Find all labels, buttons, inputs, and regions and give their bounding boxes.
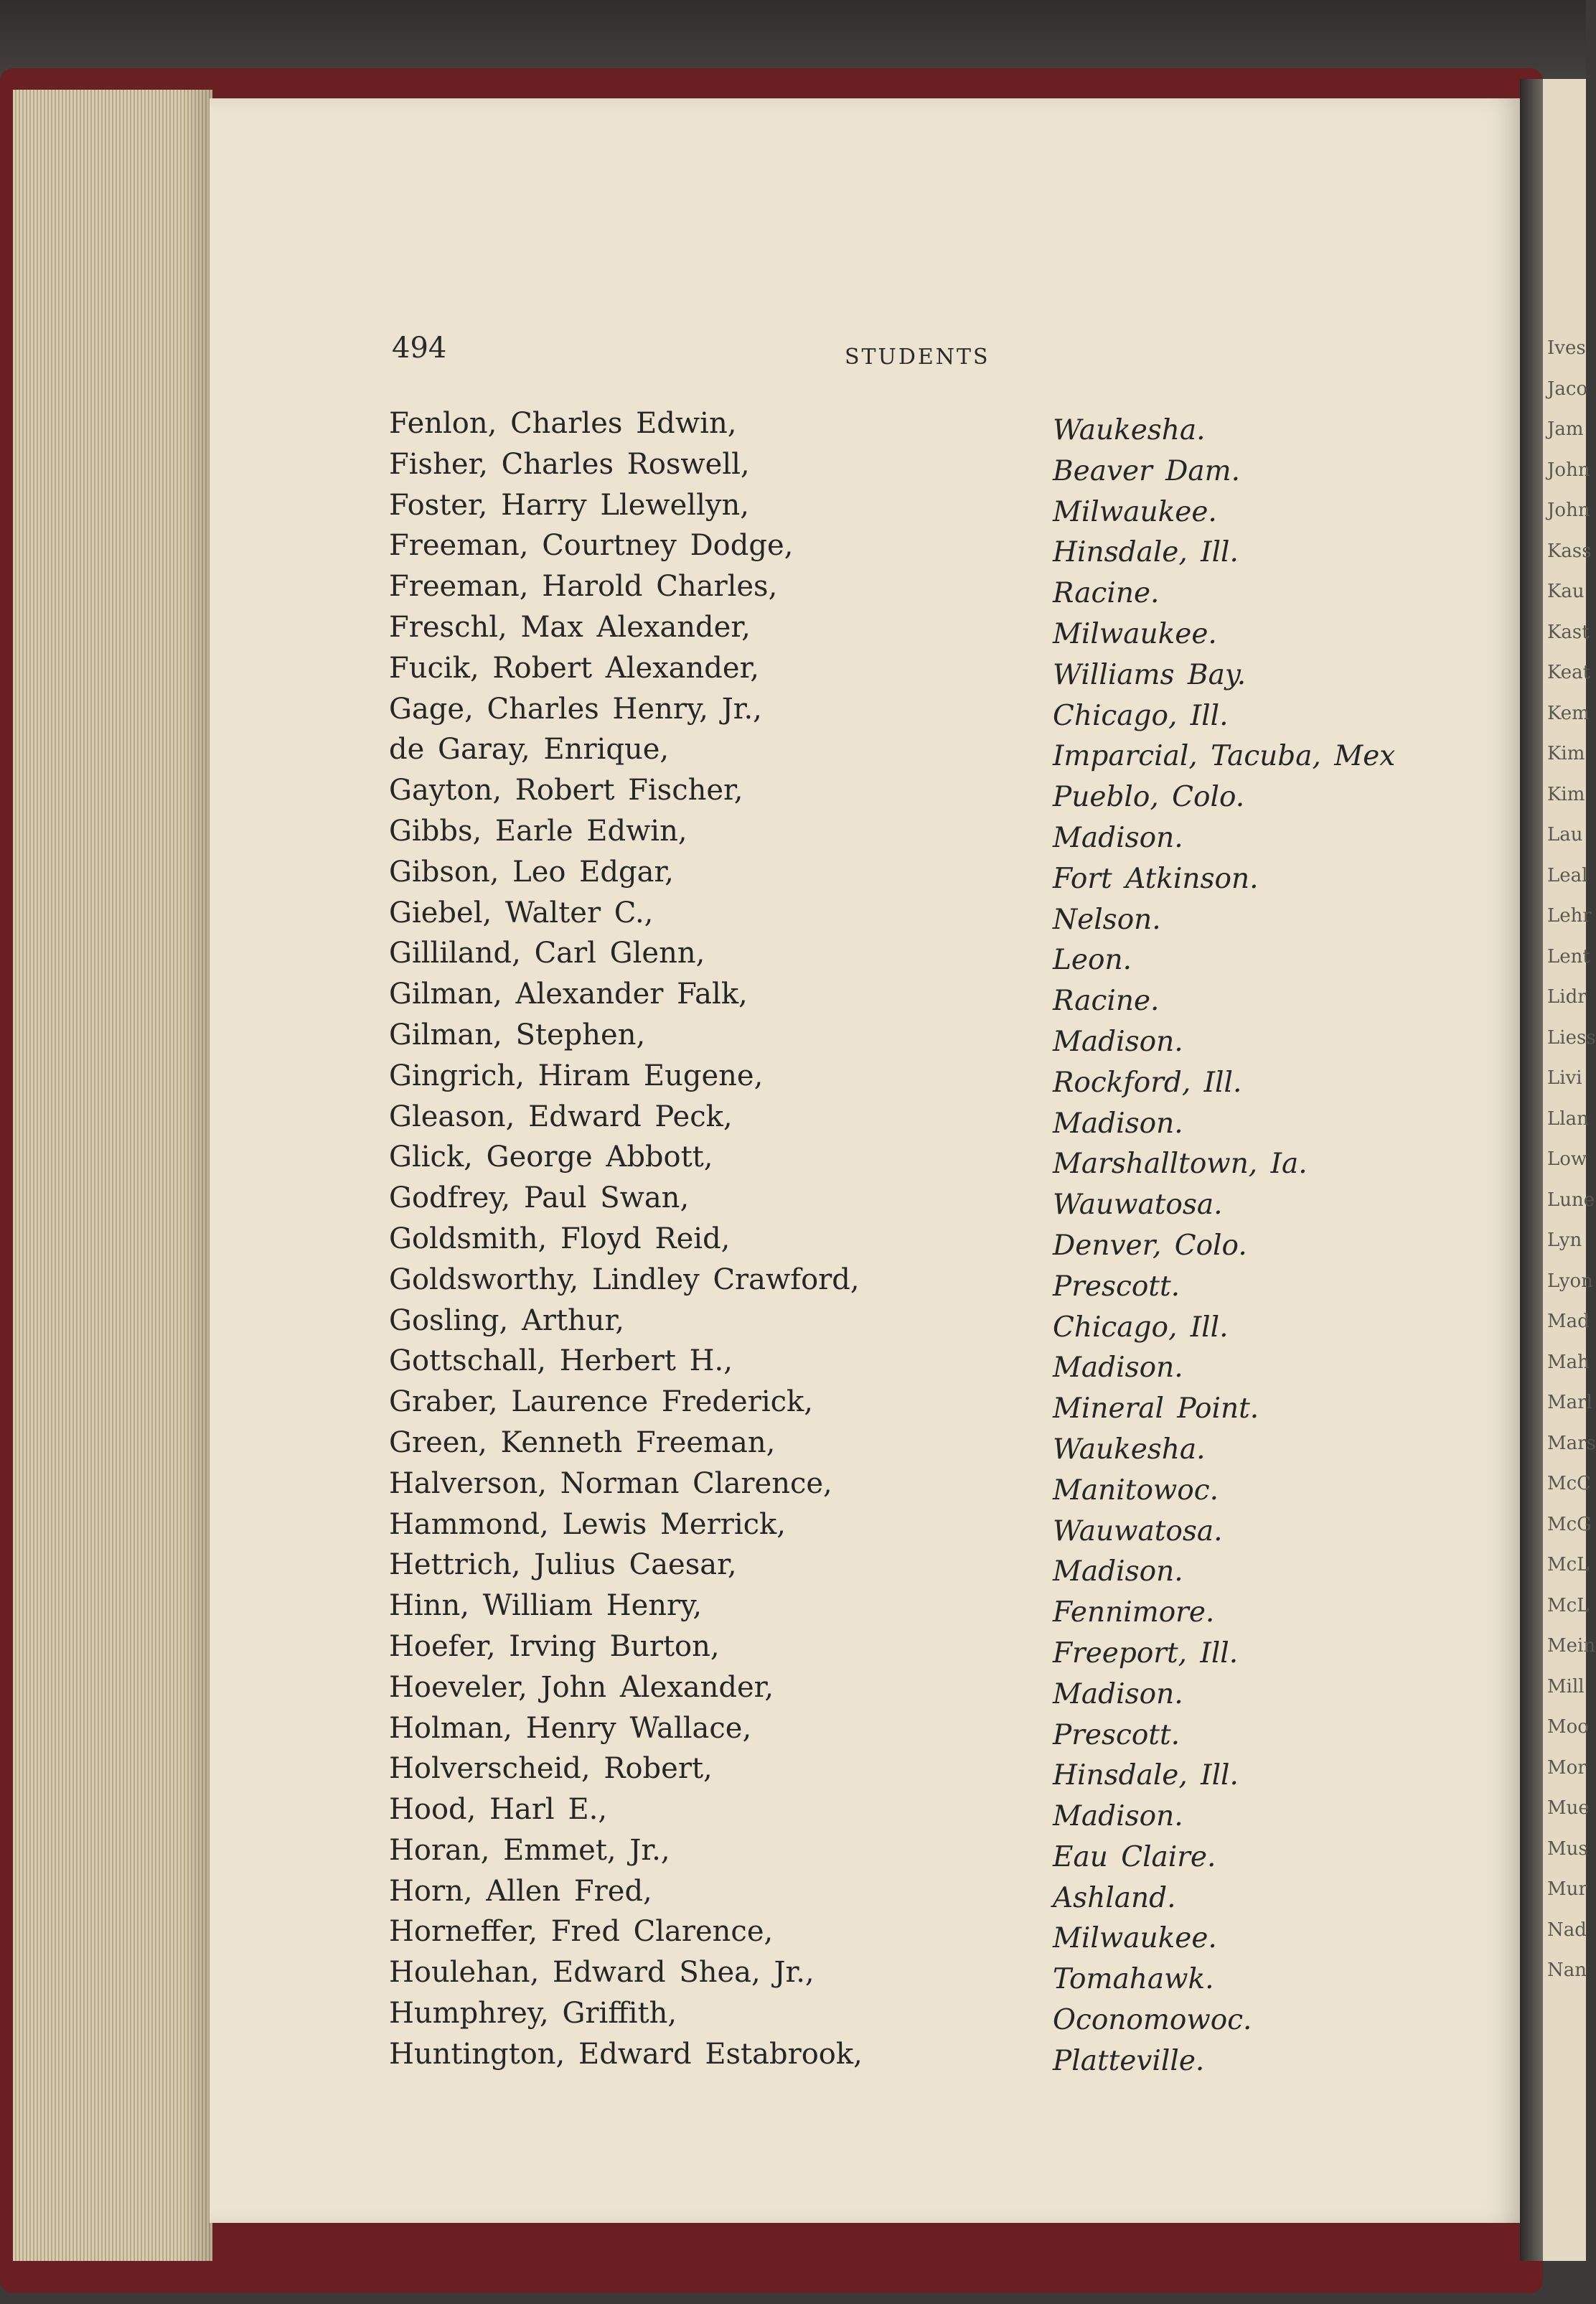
- student-hometown: Madison.: [1053, 1025, 1183, 1058]
- list-item: [210, 611, 1523, 652]
- next-page-fragment: Mur: [1547, 1878, 1587, 1900]
- student-hometown: Oconomowoc.: [1053, 2004, 1252, 2037]
- student-name: Foster, Harry Llewellyn,: [389, 488, 749, 522]
- student-hometown: Fennimore.: [1053, 1596, 1215, 1629]
- next-page-fragment: McL: [1547, 1554, 1590, 1575]
- next-page-edge: [1543, 79, 1596, 2261]
- student-name: Gilliland, Carl Glenn,: [389, 937, 705, 970]
- next-page-fragment: Lidr: [1547, 986, 1587, 1008]
- list-item: [210, 937, 1523, 978]
- next-page-fragment: McG: [1547, 1513, 1592, 1535]
- student-name: Gosling, Arthur,: [389, 1303, 624, 1337]
- list-item: [210, 733, 1523, 774]
- next-page-fragment: Low: [1547, 1148, 1587, 1170]
- student-hometown: Prescott.: [1053, 1718, 1180, 1751]
- list-item: [210, 1548, 1523, 1589]
- next-page-fragment: Lehr: [1547, 905, 1592, 927]
- student-hometown: Marshalltown, Ia.: [1053, 1148, 1308, 1181]
- page-number: 494: [392, 332, 447, 365]
- list-item: [210, 1630, 1523, 1671]
- student-hometown: Fort Atkinson.: [1053, 862, 1259, 895]
- student-hometown: Madison.: [1053, 821, 1183, 854]
- student-hometown: Racine.: [1053, 985, 1160, 1018]
- student-hometown: Freeport, Ill.: [1053, 1636, 1239, 1670]
- list-item: [210, 652, 1523, 693]
- next-page-fragment: Jam: [1547, 418, 1584, 440]
- next-page-fragment: Kem: [1547, 702, 1590, 724]
- student-name: Gilman, Stephen,: [389, 1018, 646, 1052]
- student-hometown: Leon.: [1053, 944, 1132, 977]
- student-hometown: Denver, Colo.: [1053, 1229, 1247, 1262]
- list-item: [210, 1875, 1523, 1916]
- student-name: Hoefer, Irving Burton,: [389, 1629, 720, 1663]
- student-name: Halverson, Norman Clarence,: [389, 1466, 832, 1500]
- next-page-fragment: Kim: [1547, 783, 1585, 805]
- list-item: [210, 570, 1523, 611]
- list-item: [210, 1997, 1523, 2038]
- list-item: [210, 1752, 1523, 1793]
- list-item: [210, 1059, 1523, 1100]
- student-hometown: Manitowoc.: [1053, 1474, 1219, 1507]
- list-item: [210, 407, 1523, 448]
- student-hometown: Tomahawk.: [1053, 1963, 1214, 1996]
- student-name: Huntington, Edward Estabrook,: [389, 2037, 863, 2071]
- list-item: [210, 1018, 1523, 1059]
- student-hometown: Hinsdale, Ill.: [1053, 1759, 1239, 1792]
- student-name: Glick, George Abbott,: [389, 1141, 713, 1174]
- student-hometown: Mineral Point.: [1053, 1392, 1259, 1425]
- list-item: [210, 1141, 1523, 1181]
- student-name: de Garay, Enrique,: [389, 733, 670, 767]
- next-page-fragment: McL: [1547, 1594, 1590, 1616]
- next-page-fragment: Leal: [1547, 864, 1588, 886]
- student-name: Hinn, William Henry,: [389, 1589, 703, 1623]
- next-page-fragment: Llan: [1547, 1107, 1589, 1130]
- student-name: Humphrey, Griffith,: [389, 1997, 677, 2031]
- next-page-fragment: Mein: [1547, 1635, 1596, 1657]
- next-page-fragment: Kim: [1547, 743, 1585, 764]
- list-item: [210, 1467, 1523, 1508]
- next-page-fragment: Ives: [1547, 337, 1586, 359]
- student-list: [210, 407, 1523, 2079]
- student-hometown: Ashland.: [1053, 1881, 1176, 1914]
- student-hometown: Hinsdale, Ill.: [1053, 536, 1239, 569]
- student-name: Gibson, Leo Edgar,: [389, 855, 674, 889]
- student-name: Graber, Laurence Frederick,: [389, 1385, 813, 1419]
- student-name: Horan, Emmet, Jr.,: [389, 1833, 670, 1867]
- next-page-fragment: Kau: [1547, 581, 1585, 602]
- list-item: [210, 1181, 1523, 1222]
- student-name: Gibbs, Earle Edwin,: [389, 814, 687, 848]
- student-name: Freschl, Max Alexander,: [389, 610, 751, 644]
- list-item: [210, 693, 1523, 734]
- student-name: Hood, Harl E.,: [389, 1793, 608, 1827]
- list-item: [210, 1222, 1523, 1263]
- student-hometown: Prescott.: [1053, 1270, 1180, 1303]
- student-hometown: Madison.: [1053, 1800, 1183, 1833]
- page-edges: [13, 90, 212, 2261]
- running-title: STUDENTS: [845, 345, 990, 370]
- student-hometown: Wauwatosa.: [1053, 1189, 1223, 1222]
- student-hometown: Waukesha.: [1053, 414, 1206, 446]
- student-name: Hettrich, Julius Caesar,: [389, 1548, 737, 1582]
- student-hometown: Madison.: [1053, 1677, 1183, 1710]
- student-hometown: Beaver Dam.: [1053, 454, 1241, 487]
- next-page-fragment: Lyon: [1547, 1270, 1593, 1292]
- student-name: Gottschall, Herbert H.,: [389, 1344, 733, 1378]
- student-name: Holman, Henry Wallace,: [389, 1711, 752, 1745]
- student-hometown: Madison.: [1053, 1107, 1183, 1140]
- student-name: Gingrich, Hiram Eugene,: [389, 1059, 764, 1092]
- next-page-fragment: Kast: [1547, 621, 1590, 643]
- book-page: [210, 98, 1523, 2223]
- next-page-fragment: John: [1547, 500, 1590, 521]
- list-item: [210, 815, 1523, 856]
- student-name: Fisher, Charles Roswell,: [389, 447, 750, 481]
- student-hometown: Racine.: [1053, 577, 1160, 610]
- next-page-fragment: John: [1547, 459, 1590, 481]
- student-name: Horneffer, Fred Clarence,: [389, 1915, 774, 1949]
- student-name: Hammond, Lewis Merrick,: [389, 1507, 786, 1541]
- student-hometown: Imparcial, Tacuba, Mex: [1053, 740, 1396, 773]
- student-hometown: Wauwatosa.: [1053, 1514, 1223, 1547]
- student-hometown: Williams Bay.: [1053, 658, 1247, 691]
- list-item: [210, 896, 1523, 937]
- student-hometown: Nelson.: [1053, 903, 1161, 936]
- student-hometown: Milwaukee.: [1053, 617, 1217, 650]
- student-name: Freeman, Courtney Dodge,: [389, 529, 794, 563]
- student-name: Goldsworthy, Lindley Crawford,: [389, 1263, 860, 1296]
- student-name: Gayton, Robert Fischer,: [389, 774, 743, 807]
- student-hometown: Pueblo, Colo.: [1053, 781, 1245, 814]
- student-name: Fucik, Robert Alexander,: [389, 651, 760, 685]
- student-hometown: Eau Claire.: [1053, 1840, 1216, 1873]
- book-gutter: [1520, 79, 1543, 2261]
- next-page-fragment: Livi: [1547, 1067, 1582, 1089]
- next-page-fragment: Mue: [1547, 1797, 1590, 1819]
- student-name: Holverscheid, Robert,: [389, 1752, 713, 1786]
- next-page-fragment: Lune: [1547, 1189, 1595, 1211]
- next-page-fragment: Lyn: [1547, 1230, 1582, 1251]
- student-name: Gleason, Edward Peck,: [389, 1100, 733, 1133]
- next-page-fragment: Liess: [1547, 1026, 1596, 1049]
- student-hometown: Waukesha.: [1053, 1433, 1206, 1466]
- student-name: Gage, Charles Henry, Jr.,: [389, 692, 762, 726]
- student-name: Horn, Allen Fred,: [389, 1874, 652, 1908]
- next-page-fragment: Marl: [1547, 1392, 1592, 1413]
- next-page-fragment: Keat: [1547, 662, 1591, 683]
- list-item: [210, 1671, 1523, 1712]
- list-item: [210, 529, 1523, 570]
- list-item: [210, 1385, 1523, 1426]
- list-item: [210, 1100, 1523, 1141]
- list-item: [210, 1956, 1523, 1997]
- student-hometown: Rockford, Ill.: [1053, 1066, 1242, 1099]
- student-hometown: Chicago, Ill.: [1053, 1311, 1229, 1344]
- list-item: [210, 1263, 1523, 1304]
- student-hometown: Chicago, Ill.: [1053, 699, 1229, 732]
- student-name: Fenlon, Charles Edwin,: [389, 407, 737, 440]
- student-hometown: Platteville.: [1053, 2044, 1205, 2077]
- next-page-fragment: Mor: [1547, 1756, 1587, 1779]
- student-name: Goldsmith, Floyd Reid,: [389, 1222, 731, 1255]
- student-name: Hoeveler, John Alexander,: [389, 1670, 774, 1704]
- list-item: [210, 1304, 1523, 1345]
- next-page-fragment: Mad: [1547, 1311, 1590, 1332]
- list-item: [210, 1915, 1523, 1956]
- list-item: [210, 1344, 1523, 1385]
- list-item: [210, 978, 1523, 1018]
- list-item: [210, 1426, 1523, 1467]
- list-item: [210, 856, 1523, 896]
- next-page-fragment: Lent: [1547, 945, 1590, 968]
- next-page-fragment: Kass: [1547, 540, 1592, 562]
- student-hometown: Milwaukee.: [1053, 1922, 1217, 1955]
- student-hometown: Milwaukee.: [1053, 495, 1217, 528]
- next-page-fragment: McC: [1547, 1473, 1592, 1494]
- next-page-fragment: Jaco: [1547, 378, 1588, 400]
- student-hometown: Madison.: [1053, 1352, 1183, 1385]
- next-page-fragment: Mill: [1547, 1675, 1585, 1697]
- list-item: [210, 448, 1523, 489]
- list-item: [210, 1508, 1523, 1549]
- list-item: [210, 1589, 1523, 1630]
- student-name: Houlehan, Edward Shea, Jr.,: [389, 1956, 815, 1990]
- next-page-fragment: Mus: [1547, 1837, 1588, 1860]
- student-name: Gilman, Alexander Falk,: [389, 978, 748, 1011]
- list-item: [210, 1793, 1523, 1834]
- next-page-fragment: Mah: [1547, 1351, 1590, 1373]
- next-page-fragment: Nad: [1547, 1919, 1587, 1941]
- next-page-fragment: Mars: [1547, 1432, 1596, 1454]
- next-page-fragment: Nan: [1547, 1959, 1587, 1981]
- next-page-fragment: Moo: [1547, 1716, 1589, 1738]
- list-item: [210, 2038, 1523, 2079]
- student-name: Green, Kenneth Freeman,: [389, 1425, 776, 1459]
- student-name: Godfrey, Paul Swan,: [389, 1181, 690, 1215]
- next-page-fragment: Lau: [1547, 824, 1583, 846]
- list-item: [210, 774, 1523, 815]
- student-hometown: Madison.: [1053, 1555, 1183, 1588]
- list-item: [210, 1712, 1523, 1753]
- list-item: [210, 489, 1523, 530]
- list-item: [210, 1834, 1523, 1875]
- student-name: Freeman, Harold Charles,: [389, 570, 778, 604]
- student-name: Giebel, Walter C.,: [389, 896, 654, 929]
